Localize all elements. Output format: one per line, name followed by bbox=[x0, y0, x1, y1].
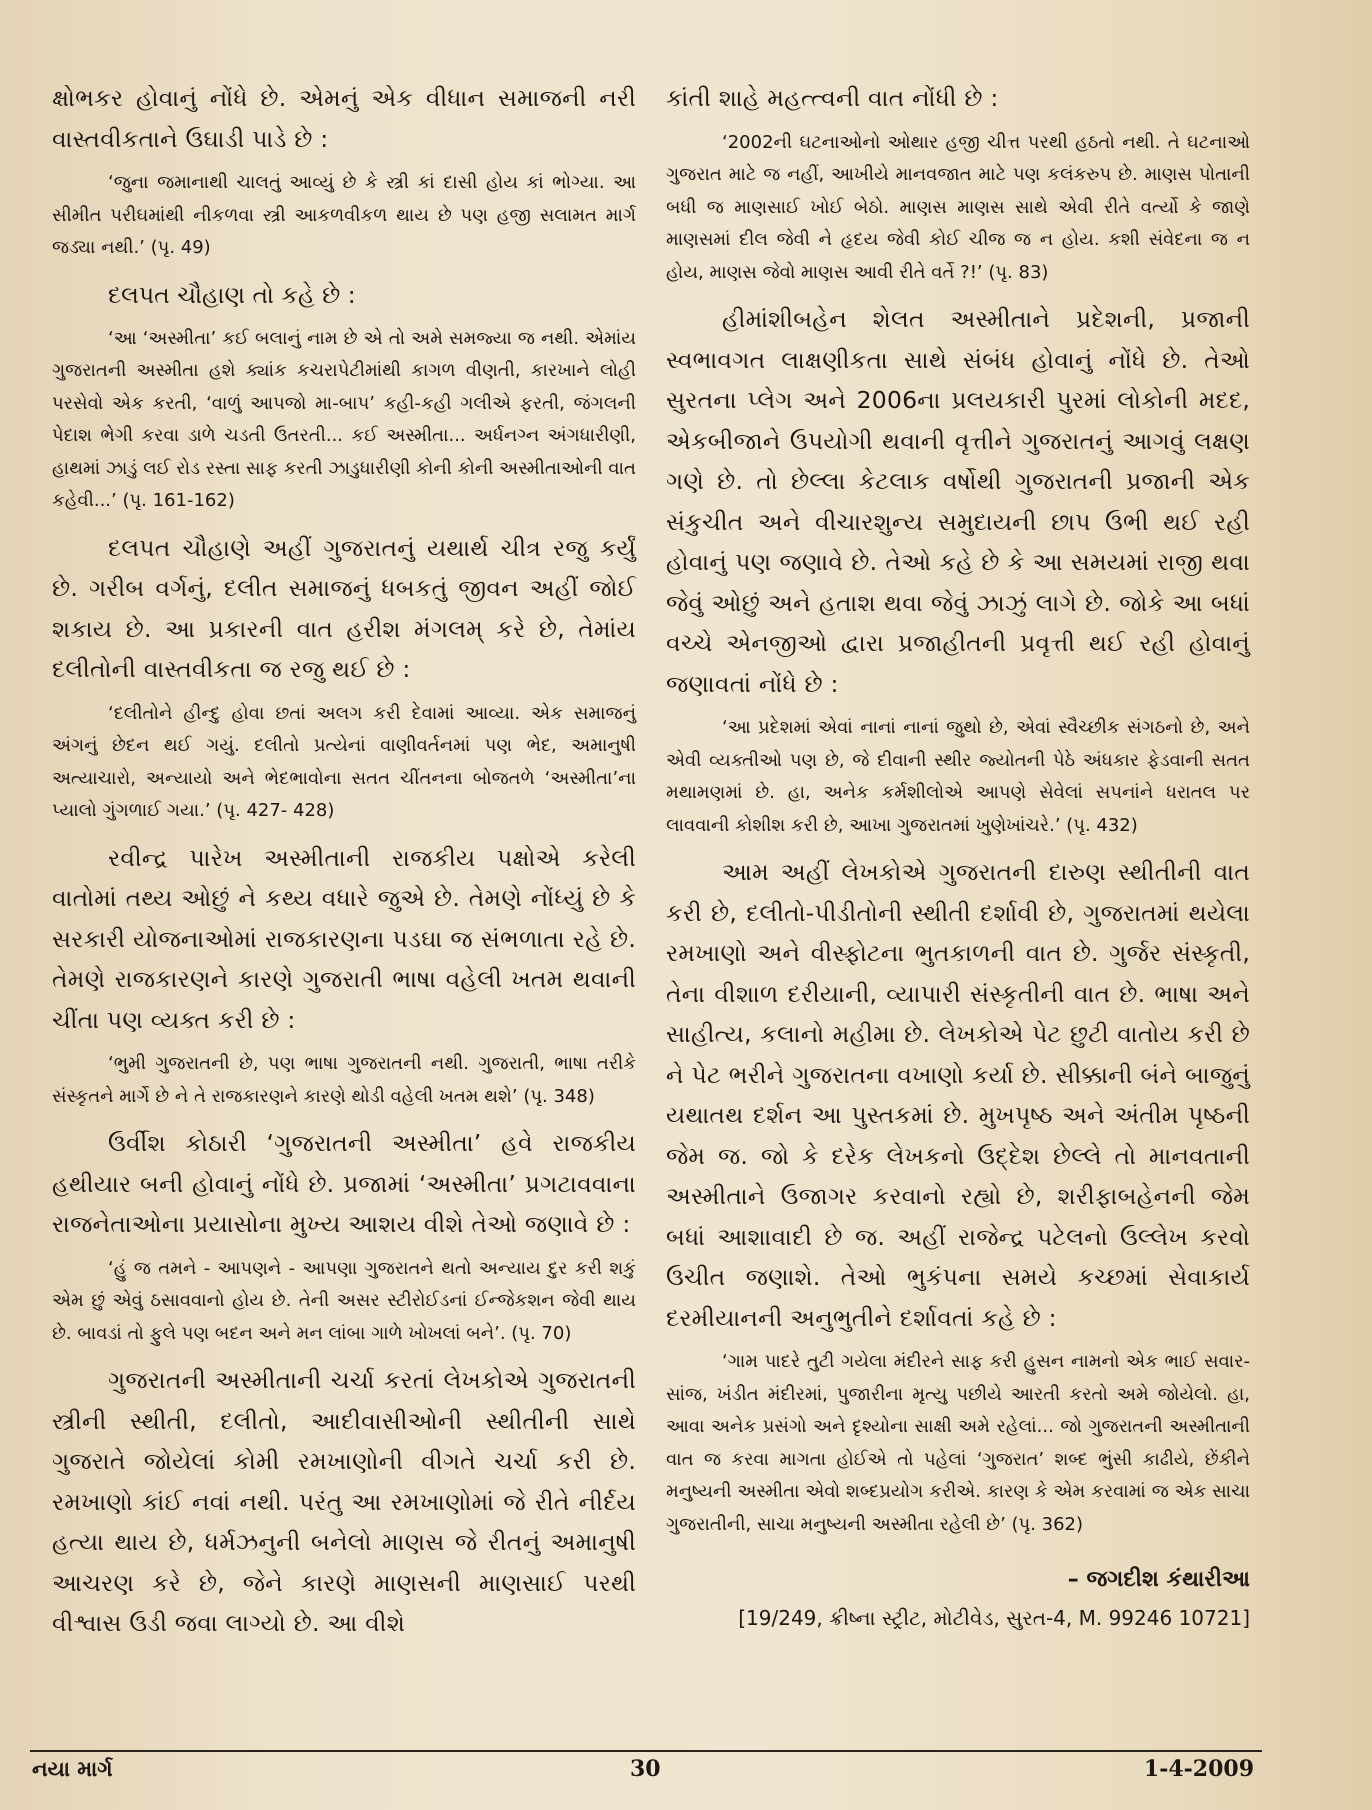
author-signature: – જગદીશ કંથારીઆ bbox=[1067, 1567, 1250, 1592]
footer-rule bbox=[30, 1750, 1262, 1752]
quoted-passage: ‘આ ‘અસ્મીતા’ કઈ બલાનું નામ છે એ તો અમે સમજ્યા જ નથી. એમાંય ગુજરાતની અસ્મીતા હશે ક્યાંક કચરાપેટીમાંથી કાગળ વીણતી, કારખાને લોહી પરસેવો એક કરતી, ‘વાળું આપજો મા-બાપ’ કહી-કહી ગલીએ ફરતી, જંગલની પેદાશ ભેગી કરવા ડાળે ચડતી ઉતરતી... કઈ અસ્મીતા... અર્ધનગ્ન અંગધારીણી, હાથમાં ઝાડું લઈ રોડ રસ્તા સાફ કરતી ઝાડુધારીણી કોની કોની અસ્મીતાઓની વાત કહેવી...’ (પૃ. 161-162) bbox=[52, 327, 636, 511]
body-paragraph: કાંતી શાહે મહત્ત્વની વાત નોંધી છે : bbox=[666, 84, 999, 112]
footer-publication-name: નયા માર્ગ bbox=[32, 1757, 113, 1781]
body-paragraph: ગુજરાતની અસ્મીતાની ચર્ચા કરતાં લેખકોએ ગુજરાતની સ્ત્રીની સ્થીતી, દલીતો, આદીવાસીઓની સ્થીતીની સાથે ગુજરાતે જોયેલાં કોમી રમખાણોની વીગતે ચર્ચા કરી છે. રમખાણો કાંઈ નવાં નથી. પરંતુ આ રમખાણોમાં જે રીતે નીર્દય હત્યા થાય છે, ધર્મઝનુની બનેલો માણસ જે રીતનું અમાનુષી આચરણ કરે છે, જેને કારણે માણસની માણસાઈ પરથી વીશ્વાસ ઉડી જવા લાગ્યો છે. આ વીશે bbox=[52, 1366, 636, 1637]
quoted-passage: ‘2002ની ઘટનાઓનો ઓથાર હજી ચીત્ત પરથી હઠતો નથી. તે ઘટનાઓ ગુજરાત માટે જ નહીં, આખીયે માનવજાત માટે પણ કલંકરુપ છે. માણસ પોતાની બધી જ માણસાઈ ખોઈ બેઠો. માણસ માણસ સાથે એવી રીતે વર્ત્યો કે જાણે માણસમાં દીલ જેવી ને હૃદય જેવી કોઈ ચીજ જ ન હોય. કશી સંવેદના જ ન હોય, માણસ જેવો માણસ આવી રીતે વર્તે ?!’ (પૃ. 83) bbox=[666, 131, 1250, 283]
quoted-passage: ‘દલીતોને હીન્દુ હોવા છતાં અલગ કરી દેવામાં આવ્યા. એક સમાજનું અંગનું છેદન થઈ ગયું. દલીતો પ્રત્યેનાં વાણીવર્તનમાં પણ ભેદ, અમાનુષી અત્યાચારો, અન્યાયો અને ભેદભાવોના સતત ચીંતનના બોજતળે ‘અસ્મીતા’ના પ્યાલો ગુંગળાઈ ગયા.’ (પૃ. 427- 428) bbox=[52, 702, 636, 821]
footer-page-number: 30 bbox=[630, 1756, 661, 1782]
body-paragraph: આમ અહીં લેખકોએ ગુજરાતની દારુણ સ્થીતીની વાત કરી છે, દલીતો-પીડીતોની સ્થીતી દર્શાવી છે, ગુજરાતમાં થયેલા રમખાણો અને વીસ્ફોટના ભુતકાળની વાત છે. ગુર્જર સંસ્કૃતી, તેના વીશાળ દરીયાની, વ્યાપારી સંસ્કૃતીની વાત છે. ભાષા અને સાહીત્ય, કલાનો મહીમા છે. લેખકોએ પેટ છુટી વાતોય કરી છે ને પેટ ભરીને ગુજરાતના વખાણો કર્યા છે. સીક્કાની બંને બાજુનું યથાતથ દર્શન આ પુસ્તકમાં છે. મુખપૃષ્ઠ અને અંતીમ પૃષ્ઠની જેમ જ. જો કે દરેક લેખકનો ઉદ્દેશ છેલ્લે તો માનવતાની અસ્મીતાને ઉજાગર કરવાનો રહ્યો છે, શરીફાબહેનની જેમ બધાં આશાવાદી છે જ. અહીં રાજેન્દ્ર પટેલનો ઉલ્લેખ કરવો ઉચીત જણાશે. તેઓ ભુકંપના સમયે કચ્છમાં સેવાકાર્ય દરમીયાનની અનુભુતીને દર્શાવતાં કહે છે : bbox=[666, 858, 1250, 1332]
quoted-passage: ‘ભુમી ગુજરાતની છે, પણ ભાષા ગુજરાતની નથી. ગુજરાતી, ભાષા તરીકે સંસ્કૃતને માર્ગે છે ને તે રાજકારણને કારણે થોડી વહેલી ખતમ થશે’ (પૃ. 348) bbox=[52, 1053, 636, 1107]
body-paragraph: ઉર્વીશ કોઠારી ‘ગુજરાતની અસ્મીતા’ હવે રાજકીય હથીયાર બની હોવાનું નોંધે છે. પ્રજામાં ‘અસ્મીતા’ પ્રગટાવવાના રાજનેતાઓના પ્રયાસોના મુખ્ય આશય વીશે તેઓ જણાવે છે : bbox=[52, 1129, 636, 1238]
body-paragraph: દલપત ચૌહાણે અહીં ગુજરાતનું યથાર્થ ચીત્ર રજુ કર્યું છે. ગરીબ વર્ગનું, દલીત સમાજનું ધબકતું જીવન અહીં જોઈ શકાય છે. આ પ્રકારની વાત હરીશ મંગલમ્ કરે છે, તેમાંય દલીતોની વાસ્તવીકતા જ રજુ થઈ છે : bbox=[52, 533, 636, 683]
right-column bbox=[666, 78, 1250, 1630]
body-paragraph: રવીન્દ્ર પારેખ અસ્મીતાની રાજકીય પક્ષોએ કરેલી વાતોમાં તથ્ય ઓછું ને કથ્ય વધારે જુએ છે. તેમણે નોંધ્યું છે કે સરકારી યોજનાઓમાં રાજકારણના પડઘા જ સંભળાતા રહે છે. તેમણે રાજકારણને કારણે ગુજરાતી ભાષા વહેલી ખતમ થવાની ચીંતા પણ વ્યક્ત કરી છે : bbox=[52, 843, 636, 1034]
body-paragraph: ક્ષોભકર હોવાનું નોંધે છે. એમનું એક વીધાન સમાજની નરી વાસ્તવીકતાને ઉઘાડી પાડે છે : bbox=[52, 84, 636, 153]
left-column bbox=[52, 78, 636, 1650]
footer-date: 1-4-2009 bbox=[1143, 1756, 1254, 1782]
quoted-passage: ‘હું જ તમને - આપણને - આપણા ગુજરાતને થતો અન્યાય દુર કરી શકું એમ છું એવું ઠસાવવાનો હોય છે. તેની અસર સ્ટીરોઈડનાં ઈન્જેકશન જેવી થાય છે. બાવડાં તો ફુલે પણ બદન અને મન લાંબા ગાળે ખોખલાં બને’. (પૃ. 70) bbox=[52, 1257, 636, 1344]
quoted-passage: ‘ગામ પાદરે તુટી ગયેલા મંદીરને સાફ કરી હુસન નામનો એક ભાઈ સવાર-સાંજ, ખંડીત મંદીરમાં, પુજારીના મૃત્યુ પછીયે આરતી કરતો અમે જોયેલો. હા, આવા અનેક પ્રસંગો અને દૃશ્યોના સાક્ષી અમે રહેલાં... જો ગુજરાતની અસ્મીતાની વાત જ કરવા માગતા હોઈએ તો પહેલાં ‘ગુજરાત’ શબ્દ ભુંસી કાઢીયે, છેંકીને મનુષ્યની અસ્મીતા એવો શબ્દપ્રયોગ કરીએ. કારણ કે એમ કરવામાં જ એક સાચા ગુજરાતીની, સાચા મનુષ્યની અસ્મીતા રહેલી છે’ (પૃ. 362) bbox=[666, 1351, 1250, 1535]
quoted-passage: ‘આ પ્રદેશમાં એવાં નાનાં નાનાં જુથો છે, એવાં સ્વૈચ્છીક સંગઠનો છે, અને એવી વ્યક્તીઓ પણ છે, જે દીવાની સ્થીર જ્યોતની પેઠે અંધકાર ફેડવાની સતત મથામણમાં છે. હા, અનેક કર્મશીલોએ આપણે સેવેલાં સપનાંને ધરાતલ પર લાવવાની કોશીશ કરી છે, આખા ગુજરાતમાં ખુણેખાંચરે.’ (પૃ. 432) bbox=[666, 717, 1250, 836]
quoted-passage: ‘જુના જમાનાથી ચાલતું આવ્યું છે કે સ્ત્રી કાં દાસી હોય કાં ભોગ્યા. આ સીમીત પરીઘમાંથી નીકળવા સ્ત્રી આકળવીકળ થાય છે પણ હજી સલામત માર્ગ જડ્યા નથી.’ (પૃ. 49) bbox=[52, 172, 636, 258]
body-paragraph: હીમાંશીબહેન શેલત અસ્મીતાને પ્રદેશની, પ્રજાની સ્વભાવગત લાક્ષણીકતા સાથે સંબંધ હોવાનું નોંધે છે. તેઓ સુરતના પ્લેગ અને 2006ના પ્રલયકારી પુરમાં લોકોની મદદ, એકબીજાને ઉપયોગી થવાની વૃત્તીને ગુજરાતનું આગવું લક્ષણ ગણે છે. તો છેલ્લા કેટલાક વર્ષોથી ગુજરાતની પ્રજાની એક સંકુચીત અને વીચારશુન્ય સમુદાયની છાપ ઉભી થઈ રહી હોવાનું પણ જણાવે છે. તેઓ કહે છે કે આ સમયમાં રાજી થવા જેવું ઓછું અને હતાશ થવા જેવું ઝાઝું લાગે છે. જોકે આ બધાં વચ્ચે એનજીઓ દ્વારા પ્રજાહીતની પ્રવૃત્તી થઈ રહી હોવાનું જણાવતાં નોંધે છે : bbox=[666, 305, 1250, 698]
author-address: [19/249, ક્રીષ્ના સ્ટ્રીટ, મોટીવેડ, સુરત-4, M. 99246 10721] bbox=[738, 1606, 1250, 1630]
quote-intro: દલપત ચૌહાણ તો કહે છે : bbox=[108, 280, 356, 309]
